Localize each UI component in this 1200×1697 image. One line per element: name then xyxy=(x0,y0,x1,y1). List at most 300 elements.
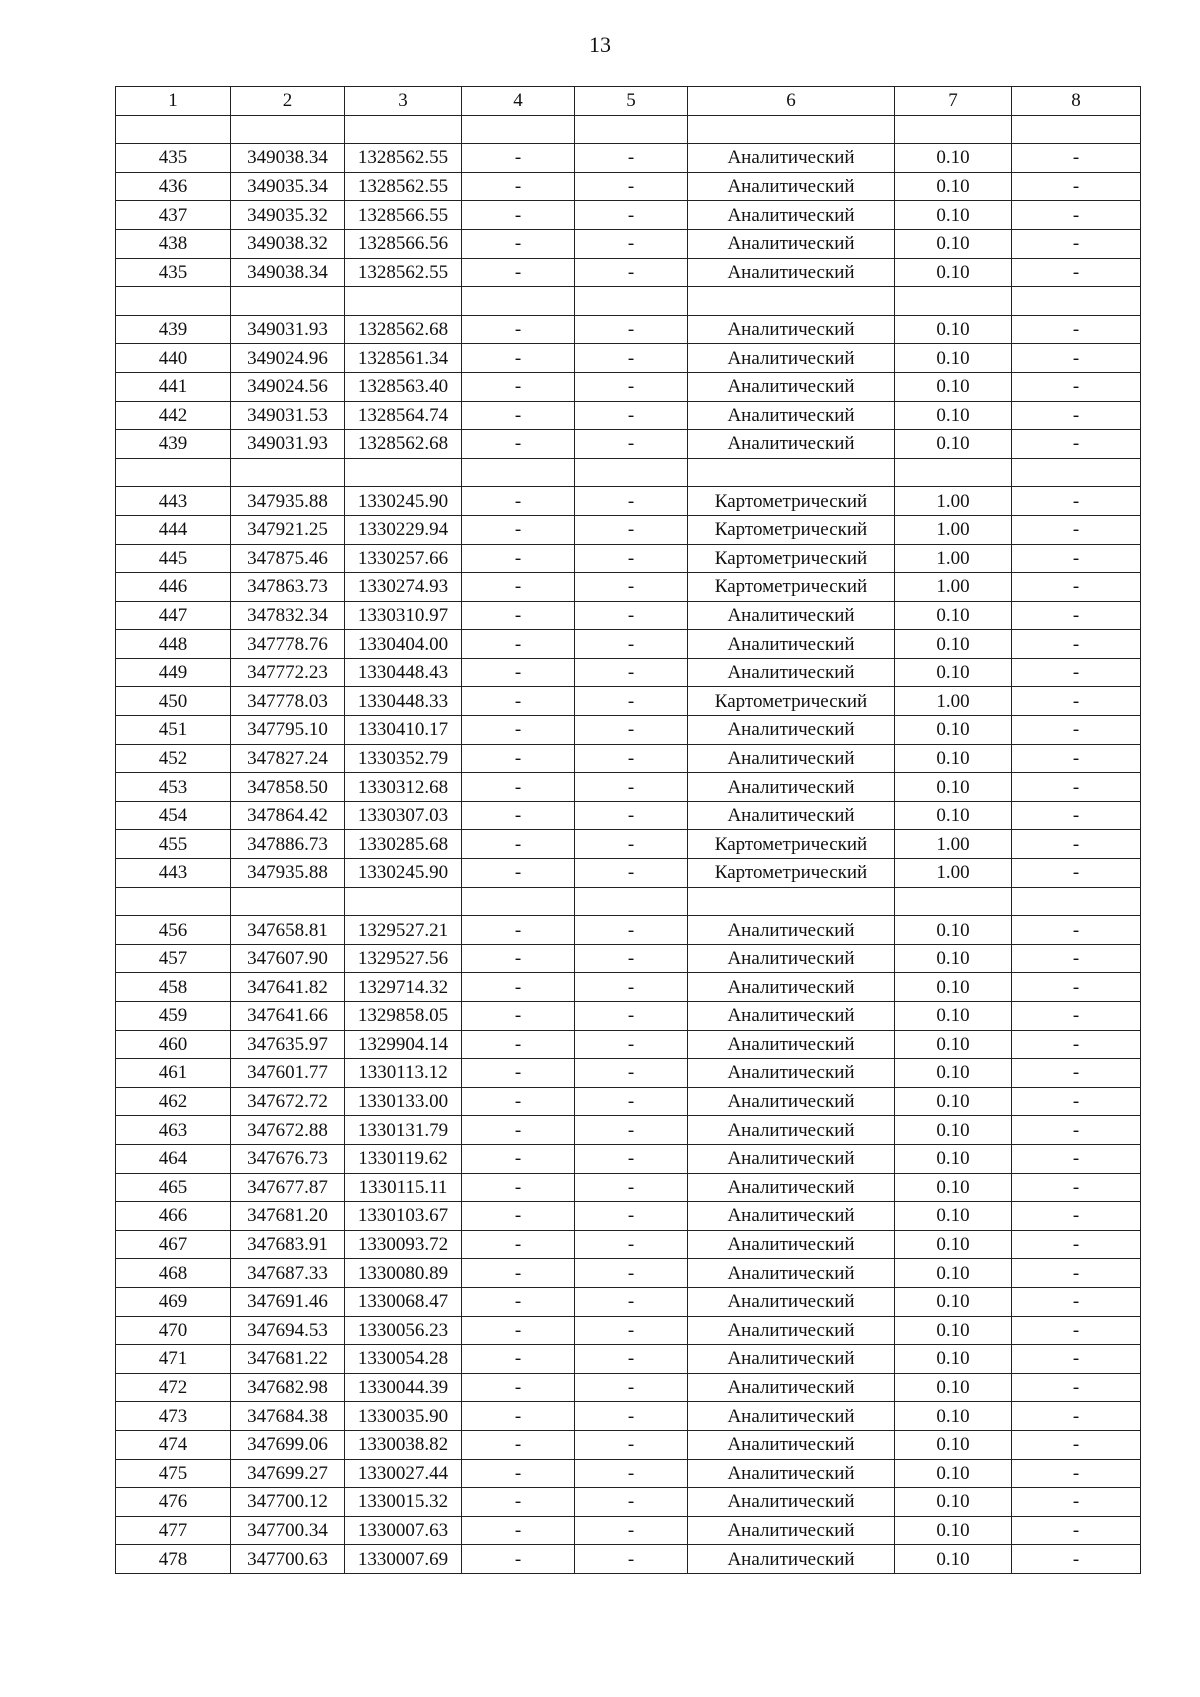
table-cell: 0.10 xyxy=(895,1516,1012,1545)
empty-cell xyxy=(575,287,688,316)
table-cell: 0.10 xyxy=(895,1373,1012,1402)
empty-cell xyxy=(116,458,231,487)
table-cell: 1330044.39 xyxy=(345,1373,462,1402)
table-cell: - xyxy=(1012,1087,1141,1116)
table-cell: 0.10 xyxy=(895,916,1012,945)
table-cell: 1330038.82 xyxy=(345,1430,462,1459)
table-row xyxy=(116,1202,1141,1231)
table-cell: - xyxy=(1012,630,1141,659)
table-cell: Аналитический xyxy=(688,172,895,201)
table-cell: - xyxy=(1012,1259,1141,1288)
table-cell: 0.10 xyxy=(895,716,1012,745)
table-cell: - xyxy=(462,544,575,573)
table-cell: 0.10 xyxy=(895,201,1012,230)
table-cell: - xyxy=(575,1202,688,1231)
table-cell: 1329904.14 xyxy=(345,1030,462,1059)
table-cell: - xyxy=(462,1345,575,1374)
table-cell: - xyxy=(462,1430,575,1459)
table-cell: Картометрический xyxy=(688,687,895,716)
empty-cell xyxy=(116,887,231,916)
table-cell: 0.10 xyxy=(895,1459,1012,1488)
table-cell: 443 xyxy=(116,487,231,516)
table-cell: - xyxy=(575,601,688,630)
table-cell: - xyxy=(575,430,688,459)
table-cell: 1330133.00 xyxy=(345,1087,462,1116)
table-cell: 1330448.43 xyxy=(345,658,462,687)
table-row xyxy=(116,1116,1141,1145)
table-cell: - xyxy=(575,1059,688,1088)
table-cell: - xyxy=(1012,1230,1141,1259)
empty-cell xyxy=(116,115,231,144)
table-row xyxy=(116,716,1141,745)
table-cell: 1328566.55 xyxy=(345,201,462,230)
table-cell: 474 xyxy=(116,1430,231,1459)
table-row xyxy=(116,372,1141,401)
table-cell: 1330054.28 xyxy=(345,1345,462,1374)
table-cell: - xyxy=(462,229,575,258)
empty-cell xyxy=(462,287,575,316)
column-header: 8 xyxy=(1012,87,1141,116)
table-cell: 347676.73 xyxy=(231,1144,345,1173)
table-cell: Аналитический xyxy=(688,773,895,802)
table-cell: Аналитический xyxy=(688,258,895,287)
table-cell: 0.10 xyxy=(895,773,1012,802)
table-cell: 347641.82 xyxy=(231,973,345,1002)
table-cell: - xyxy=(462,1173,575,1202)
table-cell: 0.10 xyxy=(895,1030,1012,1059)
table-cell: - xyxy=(575,258,688,287)
empty-cell xyxy=(688,287,895,316)
table-cell: 0.10 xyxy=(895,630,1012,659)
table-cell: 439 xyxy=(116,315,231,344)
table-row xyxy=(116,1316,1141,1345)
table-cell: - xyxy=(575,229,688,258)
table-cell: Аналитический xyxy=(688,1173,895,1202)
table-cell: - xyxy=(462,1202,575,1231)
table-cell: Аналитический xyxy=(688,1373,895,1402)
table-cell: - xyxy=(462,201,575,230)
table-cell: 349024.96 xyxy=(231,344,345,373)
table-cell: 347832.34 xyxy=(231,601,345,630)
table-cell: 347699.27 xyxy=(231,1459,345,1488)
column-header: 3 xyxy=(345,87,462,116)
table-cell: Аналитический xyxy=(688,744,895,773)
table-cell: 453 xyxy=(116,773,231,802)
table-cell: Аналитический xyxy=(688,973,895,1002)
table-cell: - xyxy=(575,1345,688,1374)
table-cell: 1330257.66 xyxy=(345,544,462,573)
table-cell: 1.00 xyxy=(895,687,1012,716)
table-cell: - xyxy=(462,344,575,373)
table-cell: 1329527.56 xyxy=(345,944,462,973)
table-cell: - xyxy=(462,630,575,659)
table-cell: - xyxy=(1012,1059,1141,1088)
table-cell: Аналитический xyxy=(688,1287,895,1316)
table-cell: 455 xyxy=(116,830,231,859)
table-cell: Аналитический xyxy=(688,630,895,659)
table-row xyxy=(116,630,1141,659)
table-cell: 442 xyxy=(116,401,231,430)
table-cell: Аналитический xyxy=(688,1345,895,1374)
empty-cell xyxy=(345,287,462,316)
table-cell: 461 xyxy=(116,1059,231,1088)
table-cell: 1330119.62 xyxy=(345,1144,462,1173)
table-cell: - xyxy=(1012,773,1141,802)
table-row xyxy=(116,1002,1141,1031)
table-cell: 452 xyxy=(116,744,231,773)
table-cell: Аналитический xyxy=(688,1059,895,1088)
table-cell: 1329527.21 xyxy=(345,916,462,945)
table-cell: - xyxy=(1012,1459,1141,1488)
table-cell: 475 xyxy=(116,1459,231,1488)
table-cell: Аналитический xyxy=(688,801,895,830)
table-cell: - xyxy=(1012,1002,1141,1031)
table-row xyxy=(116,601,1141,630)
table-row xyxy=(116,1259,1141,1288)
table-cell: 347684.38 xyxy=(231,1402,345,1431)
table-cell: 1330080.89 xyxy=(345,1259,462,1288)
table-cell: - xyxy=(575,1402,688,1431)
table-cell: - xyxy=(462,172,575,201)
table-cell: - xyxy=(1012,344,1141,373)
table-cell: 1328566.56 xyxy=(345,229,462,258)
table-cell: - xyxy=(462,1488,575,1517)
table-cell: Аналитический xyxy=(688,315,895,344)
table-cell: - xyxy=(575,1459,688,1488)
table-cell: 457 xyxy=(116,944,231,973)
table-cell: 1330007.69 xyxy=(345,1545,462,1574)
table-cell: 0.10 xyxy=(895,744,1012,773)
table-cell: - xyxy=(575,859,688,888)
table-cell: - xyxy=(462,1059,575,1088)
coordinates-table xyxy=(115,86,1141,1574)
table-cell: - xyxy=(462,658,575,687)
table-cell: 1330015.32 xyxy=(345,1488,462,1517)
table-row xyxy=(116,1287,1141,1316)
table-separator-row xyxy=(116,115,1141,144)
empty-cell xyxy=(575,887,688,916)
table-cell: - xyxy=(1012,1430,1141,1459)
table-cell: 347795.10 xyxy=(231,716,345,745)
table-cell: - xyxy=(1012,144,1141,173)
empty-cell xyxy=(688,887,895,916)
table-row xyxy=(116,1173,1141,1202)
table-cell: 467 xyxy=(116,1230,231,1259)
table-cell: 445 xyxy=(116,544,231,573)
table-cell: - xyxy=(462,1316,575,1345)
table-cell: 1.00 xyxy=(895,830,1012,859)
table-cell: - xyxy=(1012,1144,1141,1173)
table-cell: - xyxy=(1012,487,1141,516)
table-cell: - xyxy=(1012,658,1141,687)
table-cell: 347691.46 xyxy=(231,1287,345,1316)
table-cell: - xyxy=(1012,544,1141,573)
table-row xyxy=(116,744,1141,773)
table-cell: 470 xyxy=(116,1316,231,1345)
table-cell: - xyxy=(1012,315,1141,344)
table-cell: - xyxy=(462,1230,575,1259)
table-cell: 1330404.00 xyxy=(345,630,462,659)
column-header: 1 xyxy=(116,87,231,116)
table-cell: Картометрический xyxy=(688,859,895,888)
table-row xyxy=(116,515,1141,544)
table-cell: 349024.56 xyxy=(231,372,345,401)
table-cell: - xyxy=(1012,1488,1141,1517)
table-cell: - xyxy=(462,573,575,602)
table-cell: - xyxy=(575,630,688,659)
table-row xyxy=(116,344,1141,373)
table-cell: - xyxy=(575,1373,688,1402)
table-cell: Картометрический xyxy=(688,544,895,573)
table-cell: - xyxy=(1012,372,1141,401)
table-row xyxy=(116,1430,1141,1459)
table-cell: 0.10 xyxy=(895,601,1012,630)
table-cell: Аналитический xyxy=(688,229,895,258)
table-row xyxy=(116,229,1141,258)
table-cell: 1330103.67 xyxy=(345,1202,462,1231)
table-cell: 1330131.79 xyxy=(345,1116,462,1145)
table-cell: - xyxy=(462,1087,575,1116)
table-cell: 440 xyxy=(116,344,231,373)
table-cell: - xyxy=(462,430,575,459)
table-row xyxy=(116,658,1141,687)
table-cell: - xyxy=(462,601,575,630)
table-cell: - xyxy=(575,744,688,773)
table-cell: - xyxy=(575,916,688,945)
empty-cell xyxy=(575,115,688,144)
table-cell: 347875.46 xyxy=(231,544,345,573)
table-cell: 0.10 xyxy=(895,1230,1012,1259)
table-cell: Аналитический xyxy=(688,1259,895,1288)
table-cell: - xyxy=(575,1002,688,1031)
table-cell: 0.10 xyxy=(895,401,1012,430)
table-cell: 349031.93 xyxy=(231,315,345,344)
table-cell: - xyxy=(1012,1402,1141,1431)
table-cell: Аналитический xyxy=(688,1030,895,1059)
table-cell: - xyxy=(575,773,688,802)
table-cell: Аналитический xyxy=(688,658,895,687)
table-cell: - xyxy=(1012,744,1141,773)
table-cell: - xyxy=(575,1116,688,1145)
table-cell: 454 xyxy=(116,801,231,830)
table-cell: - xyxy=(462,487,575,516)
table-cell: 435 xyxy=(116,144,231,173)
table-cell: 0.10 xyxy=(895,1144,1012,1173)
table-cell: - xyxy=(462,1373,575,1402)
table-cell: 0.10 xyxy=(895,144,1012,173)
table-cell: 459 xyxy=(116,1002,231,1031)
table-cell: 464 xyxy=(116,1144,231,1173)
table-cell: - xyxy=(575,544,688,573)
table-cell: - xyxy=(462,1459,575,1488)
table-cell: - xyxy=(575,801,688,830)
table-cell: - xyxy=(575,1545,688,1574)
table-row xyxy=(116,1144,1141,1173)
table-cell: - xyxy=(1012,601,1141,630)
table-cell: Аналитический xyxy=(688,1202,895,1231)
table-separator-row xyxy=(116,287,1141,316)
table-cell: 458 xyxy=(116,973,231,1002)
table-cell: - xyxy=(575,573,688,602)
table-cell: - xyxy=(1012,1202,1141,1231)
table-row xyxy=(116,1459,1141,1488)
table-row xyxy=(116,801,1141,830)
table-cell: Аналитический xyxy=(688,1087,895,1116)
table-row xyxy=(116,1345,1141,1374)
table-cell: 347863.73 xyxy=(231,573,345,602)
table-cell: - xyxy=(462,515,575,544)
table-cell: 1330352.79 xyxy=(345,744,462,773)
table-cell: Аналитический xyxy=(688,430,895,459)
table-row xyxy=(116,1059,1141,1088)
table-cell: 349038.32 xyxy=(231,229,345,258)
table-cell: Аналитический xyxy=(688,401,895,430)
table-cell: 347635.97 xyxy=(231,1030,345,1059)
table-cell: 1.00 xyxy=(895,487,1012,516)
table-cell: 1330410.17 xyxy=(345,716,462,745)
table-row xyxy=(116,773,1141,802)
table-row xyxy=(116,687,1141,716)
table-cell: 439 xyxy=(116,430,231,459)
table-cell: - xyxy=(462,716,575,745)
page-number: 13 xyxy=(589,32,611,57)
table-cell: Аналитический xyxy=(688,716,895,745)
empty-cell xyxy=(575,458,688,487)
table-cell: - xyxy=(462,1002,575,1031)
empty-cell xyxy=(688,115,895,144)
table-cell: - xyxy=(1012,830,1141,859)
table-cell: 1328563.40 xyxy=(345,372,462,401)
table-cell: - xyxy=(462,1144,575,1173)
table-cell: 0.10 xyxy=(895,658,1012,687)
table-cell: 0.10 xyxy=(895,1087,1012,1116)
table-row xyxy=(116,1230,1141,1259)
table-cell: 0.10 xyxy=(895,1430,1012,1459)
table-cell: 0.10 xyxy=(895,1402,1012,1431)
table-cell: 1328561.34 xyxy=(345,344,462,373)
table-cell: Аналитический xyxy=(688,1459,895,1488)
table-cell: 347700.63 xyxy=(231,1545,345,1574)
table-cell: 347921.25 xyxy=(231,515,345,544)
table-row xyxy=(116,573,1141,602)
table-row xyxy=(116,401,1141,430)
table-row xyxy=(116,430,1141,459)
table-cell: - xyxy=(575,1488,688,1517)
table-cell: 456 xyxy=(116,916,231,945)
empty-cell xyxy=(345,115,462,144)
table-cell: 476 xyxy=(116,1488,231,1517)
table-cell: - xyxy=(575,201,688,230)
table-cell: 449 xyxy=(116,658,231,687)
table-cell: - xyxy=(575,1087,688,1116)
table-cell: - xyxy=(575,716,688,745)
table-cell: - xyxy=(462,916,575,945)
table-cell: 347687.33 xyxy=(231,1259,345,1288)
table-cell: 438 xyxy=(116,229,231,258)
table-cell: 1330307.03 xyxy=(345,801,462,830)
table-cell: 347694.53 xyxy=(231,1316,345,1345)
table-cell: 0.10 xyxy=(895,344,1012,373)
table-cell: 347607.90 xyxy=(231,944,345,973)
table-cell: 1330035.90 xyxy=(345,1402,462,1431)
table-cell: 0.10 xyxy=(895,1316,1012,1345)
table-cell: 347683.91 xyxy=(231,1230,345,1259)
table-cell: 1.00 xyxy=(895,859,1012,888)
table-cell: 0.10 xyxy=(895,315,1012,344)
table-cell: - xyxy=(575,487,688,516)
table-cell: - xyxy=(462,401,575,430)
empty-cell xyxy=(462,115,575,144)
table-row xyxy=(116,201,1141,230)
empty-cell xyxy=(1012,887,1141,916)
table-cell: - xyxy=(1012,201,1141,230)
table-cell: 0.10 xyxy=(895,1116,1012,1145)
table-cell: 1330285.68 xyxy=(345,830,462,859)
table-cell: 1328562.55 xyxy=(345,172,462,201)
table-cell: - xyxy=(462,1116,575,1145)
table-cell: Аналитический xyxy=(688,916,895,945)
table-cell: Аналитический xyxy=(688,372,895,401)
table-cell: 1329714.32 xyxy=(345,973,462,1002)
table-cell: - xyxy=(462,773,575,802)
table-cell: 437 xyxy=(116,201,231,230)
table-cell: Аналитический xyxy=(688,944,895,973)
table-cell: - xyxy=(1012,687,1141,716)
table-cell: 0.10 xyxy=(895,1545,1012,1574)
table-cell: - xyxy=(1012,1316,1141,1345)
table-cell: - xyxy=(1012,430,1141,459)
table-cell: 0.10 xyxy=(895,1002,1012,1031)
table-cell: - xyxy=(575,944,688,973)
table-cell: 436 xyxy=(116,172,231,201)
table-cell: - xyxy=(1012,1116,1141,1145)
empty-cell xyxy=(688,458,895,487)
column-header: 7 xyxy=(895,87,1012,116)
table-row xyxy=(116,830,1141,859)
table-cell: Аналитический xyxy=(688,201,895,230)
table-cell: 347699.06 xyxy=(231,1430,345,1459)
table-cell: 347858.50 xyxy=(231,773,345,802)
table-cell: - xyxy=(1012,1173,1141,1202)
table-cell: 347935.88 xyxy=(231,859,345,888)
table-cell: 349035.34 xyxy=(231,172,345,201)
table-cell: 0.10 xyxy=(895,258,1012,287)
table-cell: 347672.88 xyxy=(231,1116,345,1145)
table-cell: - xyxy=(462,859,575,888)
table-cell: 0.10 xyxy=(895,430,1012,459)
table-cell: - xyxy=(575,1316,688,1345)
table-cell: 1330448.33 xyxy=(345,687,462,716)
empty-cell xyxy=(231,115,345,144)
table-cell: 435 xyxy=(116,258,231,287)
table-cell: 1.00 xyxy=(895,573,1012,602)
table-cell: - xyxy=(462,830,575,859)
table-cell: Аналитический xyxy=(688,1545,895,1574)
table-cell: - xyxy=(1012,716,1141,745)
table-cell: 347658.81 xyxy=(231,916,345,945)
table-cell: 1329858.05 xyxy=(345,1002,462,1031)
table-cell: 1330027.44 xyxy=(345,1459,462,1488)
table-cell: 1330229.94 xyxy=(345,515,462,544)
table-cell: 0.10 xyxy=(895,229,1012,258)
table-cell: 347681.20 xyxy=(231,1202,345,1231)
table-cell: - xyxy=(575,1259,688,1288)
table-row xyxy=(116,544,1141,573)
table-row xyxy=(116,859,1141,888)
table-cell: 347641.66 xyxy=(231,1002,345,1031)
table-cell: 443 xyxy=(116,859,231,888)
table-cell: 473 xyxy=(116,1402,231,1431)
